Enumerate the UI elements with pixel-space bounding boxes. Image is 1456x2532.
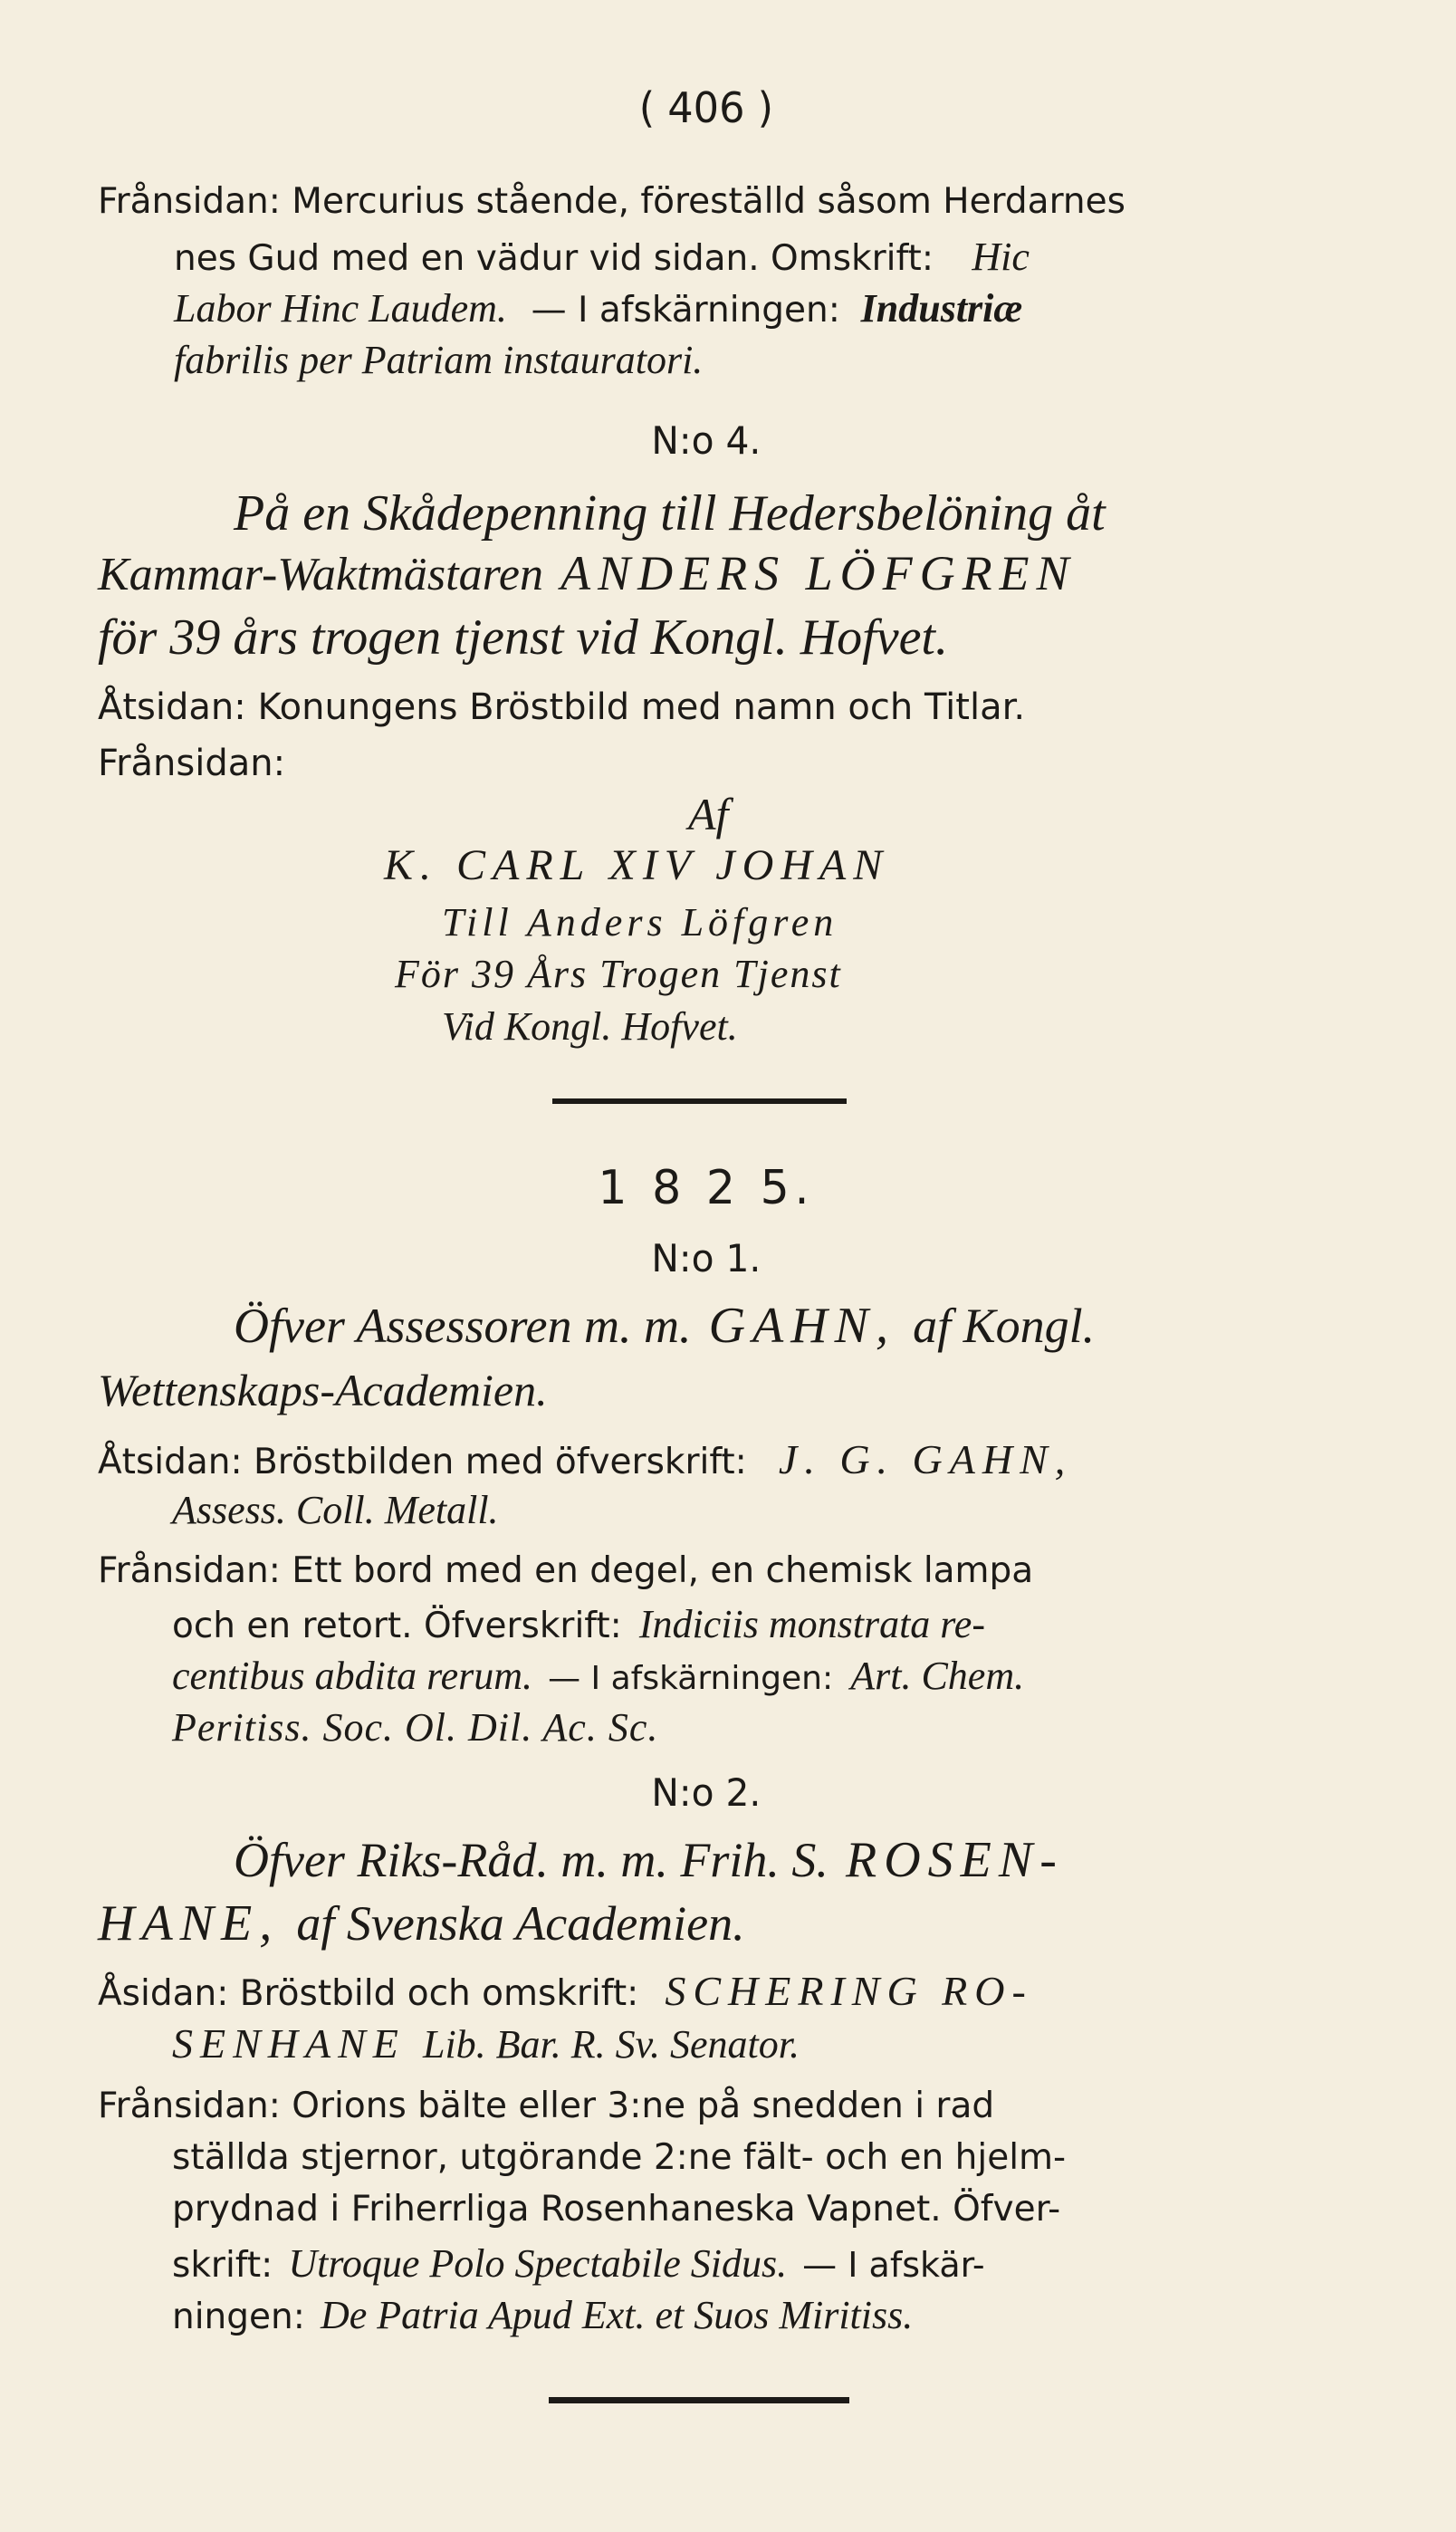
inscription-line-2: K. CARL XIV JOHAN <box>384 841 890 889</box>
no2-ningen-label: ningen: <box>172 2297 305 2337</box>
no1-title-line-1 <box>234 1297 1095 1355</box>
page-number: ( 406 ) <box>638 83 774 132</box>
no2-title-name-part-1: ROSEN- <box>845 1832 1064 1888</box>
no1-title-suffix: af Kongl. <box>913 1299 1096 1353</box>
no4-title-line-2 <box>98 545 1077 601</box>
entry-number-4: N:o 4. <box>651 418 762 463</box>
no1-fransidan-line-2 <box>172 1601 985 1647</box>
inscription-line-3: Till Anders Löfgren <box>442 900 838 945</box>
no2-title-line-1 <box>234 1831 1064 1889</box>
no2-asidan-legend-2: SENHANE <box>172 2020 406 2067</box>
no4-atsidan: Åtsidan: Konungens Bröstbild med namn och Titlar. <box>98 686 1026 728</box>
no2-fransidan-line-1: Frånsidan: Orions bälte eller 3:ne på snedden i rad <box>98 2086 995 2126</box>
no4-fransidan-label: Frånsidan: <box>98 743 286 784</box>
no2-fransidan-line-2: ställda stjernor, utgörande 2:ne fält- och en hjelm- <box>172 2137 1067 2178</box>
no1-atsidan-line-2: Assess. Coll. Metall. <box>172 1488 499 1532</box>
inscription-line-4: För 39 Års Trogen Tjenst <box>395 952 842 996</box>
no2-overskrift-label: skrift: <box>172 2245 273 2286</box>
no4-title-line-1: På en Skådepenning till Hedersbelöning åt <box>234 485 1106 542</box>
fransidan-line-2 <box>174 234 1030 280</box>
no1-motto-part-1: Indiciis monstrata re- <box>638 1602 985 1646</box>
no2-title-suffix: af Svenska Academien. <box>296 1896 745 1951</box>
no2-asidan-legend-3: Lib. Bar. R. Sv. Senator. <box>422 2022 800 2067</box>
fransidan-line-3 <box>174 285 1022 331</box>
no2-afskarningen-label: — I afskär- <box>802 2245 985 2285</box>
fransidan-line-2-text: nes Gud med en vädur vid sidan. Omskrift: <box>174 238 934 279</box>
afskarningen-label: — I afskärningen: <box>531 290 840 331</box>
no4-title-role: Kammar-Waktmästaren <box>98 549 543 600</box>
no1-atsidan-label: Åtsidan: Bröstbilden med öfverskrift: <box>98 1442 747 1482</box>
no1-title-prefix: Öfver Assessoren m. m. <box>234 1299 692 1353</box>
no2-fransidan-line-4 <box>172 2240 985 2287</box>
no1-fransidan-text: och en retort. Öfverskrift: <box>172 1606 622 1646</box>
no2-asidan-line-2 <box>172 2019 800 2067</box>
motto-industriae: Industriæ <box>860 286 1023 331</box>
no1-atsidan-line-1 <box>98 1435 1072 1483</box>
no2-asidan-line-1 <box>98 1967 1033 2015</box>
no2-motto: Utroque Polo Spectabile Sidus. <box>288 2241 788 2286</box>
no1-afskarningen-label: — I afskärningen: <box>548 1660 834 1697</box>
no4-title-line-3: för 39 års trogen tjenst vid Kongl. Hofvet. <box>98 609 948 666</box>
no1-title-name: GAHN, <box>708 1298 896 1354</box>
entry-number-2: N:o 2. <box>651 1770 762 1815</box>
fransidan-line-1: Frånsidan: Mercurius stående, föreställd såsom Herdarnes <box>98 181 1126 222</box>
fransidan-line-4: fabrilis per Patriam instauratori. <box>174 338 704 382</box>
no1-fransidan-line-4: Peritiss. Soc. Ol. Dil. Ac. Sc. <box>172 1705 659 1750</box>
no1-fransidan-line-1: Frånsidan: Ett bord med en degel, en chemisk lampa <box>98 1550 1034 1591</box>
no2-asidan-legend-1: SCHERING RO- <box>665 1968 1033 2014</box>
no1-motto-part-2: centibus abdita rerum. <box>172 1654 532 1698</box>
motto-labor: Labor Hinc Laudem. <box>174 286 507 331</box>
inscription-line-5: Vid Kongl. Hofvet. <box>442 1004 738 1049</box>
no2-fransidan-line-3: prydnad i Friherrliga Rosenhaneska Vapnet. Öfver- <box>172 2189 1061 2230</box>
no1-fransidan-line-3 <box>172 1653 1024 1699</box>
year-heading: 1 8 2 5. <box>598 1161 815 1215</box>
no2-afskarningen-text: De Patria Apud Ext. et Suos Miritiss. <box>320 2293 914 2337</box>
page-end-divider <box>549 2397 849 2403</box>
no1-atsidan-legend: J. G. GAHN, <box>778 1436 1073 1482</box>
no2-asidan-label: Åsidan: Bröstbild och omskrift: <box>98 1973 639 2014</box>
inscription-line-1: Af <box>688 789 729 839</box>
entry-number-1: N:o 1. <box>651 1236 762 1280</box>
no2-title-line-2 <box>98 1894 745 1952</box>
no1-afskarningen-text: Art. Chem. <box>850 1654 1025 1698</box>
no2-fransidan-line-5 <box>172 2292 913 2338</box>
no2-title-prefix: Öfver Riks-Råd. m. m. Frih. S. <box>234 1833 829 1887</box>
no4-title-name: ANDERS LÖFGREN <box>560 546 1077 600</box>
motto-hic: Hic <box>972 235 1030 279</box>
section-divider <box>552 1098 847 1104</box>
no1-title-line-2: Wettenskaps-Academien. <box>98 1365 548 1415</box>
no2-title-name-part-2: HANE, <box>98 1895 280 1952</box>
